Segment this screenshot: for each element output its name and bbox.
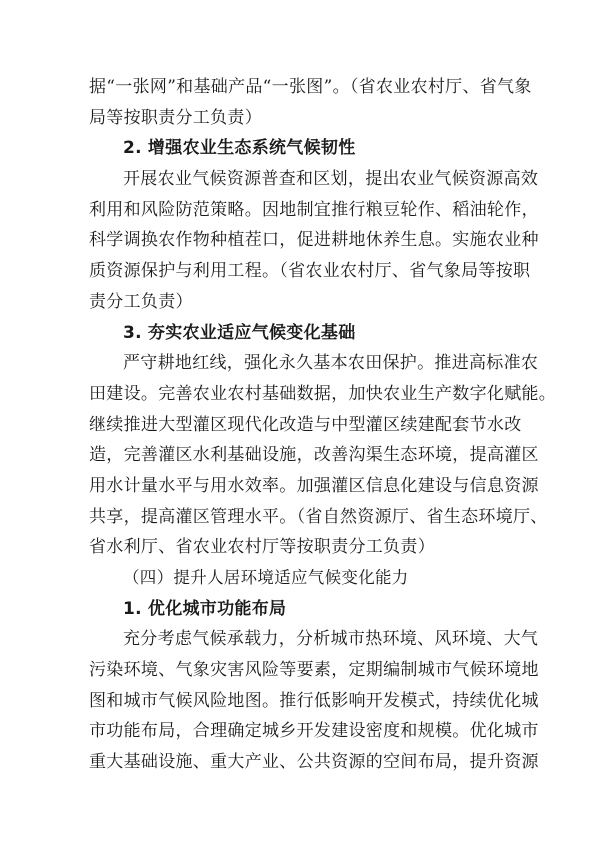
text-line: 污染环境、气象灾害风险等要素，定期编制城市气候环境地 bbox=[89, 660, 539, 681]
text-line: 市功能布局，合理确定城乡开发建设密度和规模。优化城市 bbox=[89, 721, 539, 742]
text-line: 田建设。完善农业农村基础数据，加快农业生产数字化赋能。 bbox=[89, 383, 557, 404]
subheading-title: 增强农业生态系统气候韧性 bbox=[147, 138, 356, 159]
text-line: 科学调换农作物种植茬口，促进耕地休养生息。实施农业种 bbox=[89, 230, 539, 251]
text-line: 充分考虑气候承载力，分析城市热环境、风环境、大气 bbox=[123, 629, 539, 650]
subheading-2 bbox=[89, 133, 517, 164]
text-line: 图和城市气候风险地图。推行低影响开发模式，持续优化城 bbox=[89, 690, 539, 711]
text-line: 据“一张网”和基础产品“一张图”。（省农业农村厅、省气象 bbox=[89, 77, 532, 97]
text-line: 继续推进大型灌区现代化改造与中型灌区续建配套节水改 bbox=[89, 414, 522, 435]
subheading-number: 1. bbox=[123, 598, 142, 619]
text-line: 省水利厅、省农业农村厅等按职责分工负责） bbox=[89, 537, 435, 558]
text-line: 重大基础设施、重大产业、公共资源的空间布局，提升资源 bbox=[89, 752, 539, 773]
subheading-title: 优化城市功能布局 bbox=[147, 598, 287, 619]
subheading-title: 夯实农业适应气候变化基础 bbox=[147, 322, 356, 343]
text-line: 造，完善灌区水利基础设施，改善沟渠生态环境，提高灌区 bbox=[89, 445, 539, 466]
text-line: 质资源保护与利用工程。（省农业农村厅、省气象局等按职 bbox=[89, 261, 531, 282]
section-heading-4: （四）提升人居环境适应气候变化能力 bbox=[123, 568, 409, 587]
text-line: 用水计量水平与用水效率。加强灌区信息化建设与信息资源 bbox=[89, 475, 539, 496]
text-line: 局等按职责分工负责） bbox=[89, 107, 262, 128]
subheading-1 bbox=[89, 594, 517, 625]
subheading-3 bbox=[89, 318, 517, 349]
text-line: 利用和风险防范策略。因地制宜推行粮豆轮作、稻油轮作， bbox=[89, 199, 539, 220]
text-line: 严守耕地红线，强化永久基本农田保护。推进高标准农 bbox=[123, 353, 539, 374]
text-line: 责分工负责） bbox=[89, 291, 193, 312]
text-line: 开展农业气候资源普查和区划，提出农业气候资源高效 bbox=[123, 169, 539, 190]
text-line: 共享，提高灌区管理水平。（省自然资源厅、省生态环境厅、 bbox=[89, 506, 548, 527]
subheading-number: 3. bbox=[123, 322, 142, 343]
subheading-number: 2. bbox=[123, 138, 142, 159]
document-body bbox=[89, 72, 557, 778]
